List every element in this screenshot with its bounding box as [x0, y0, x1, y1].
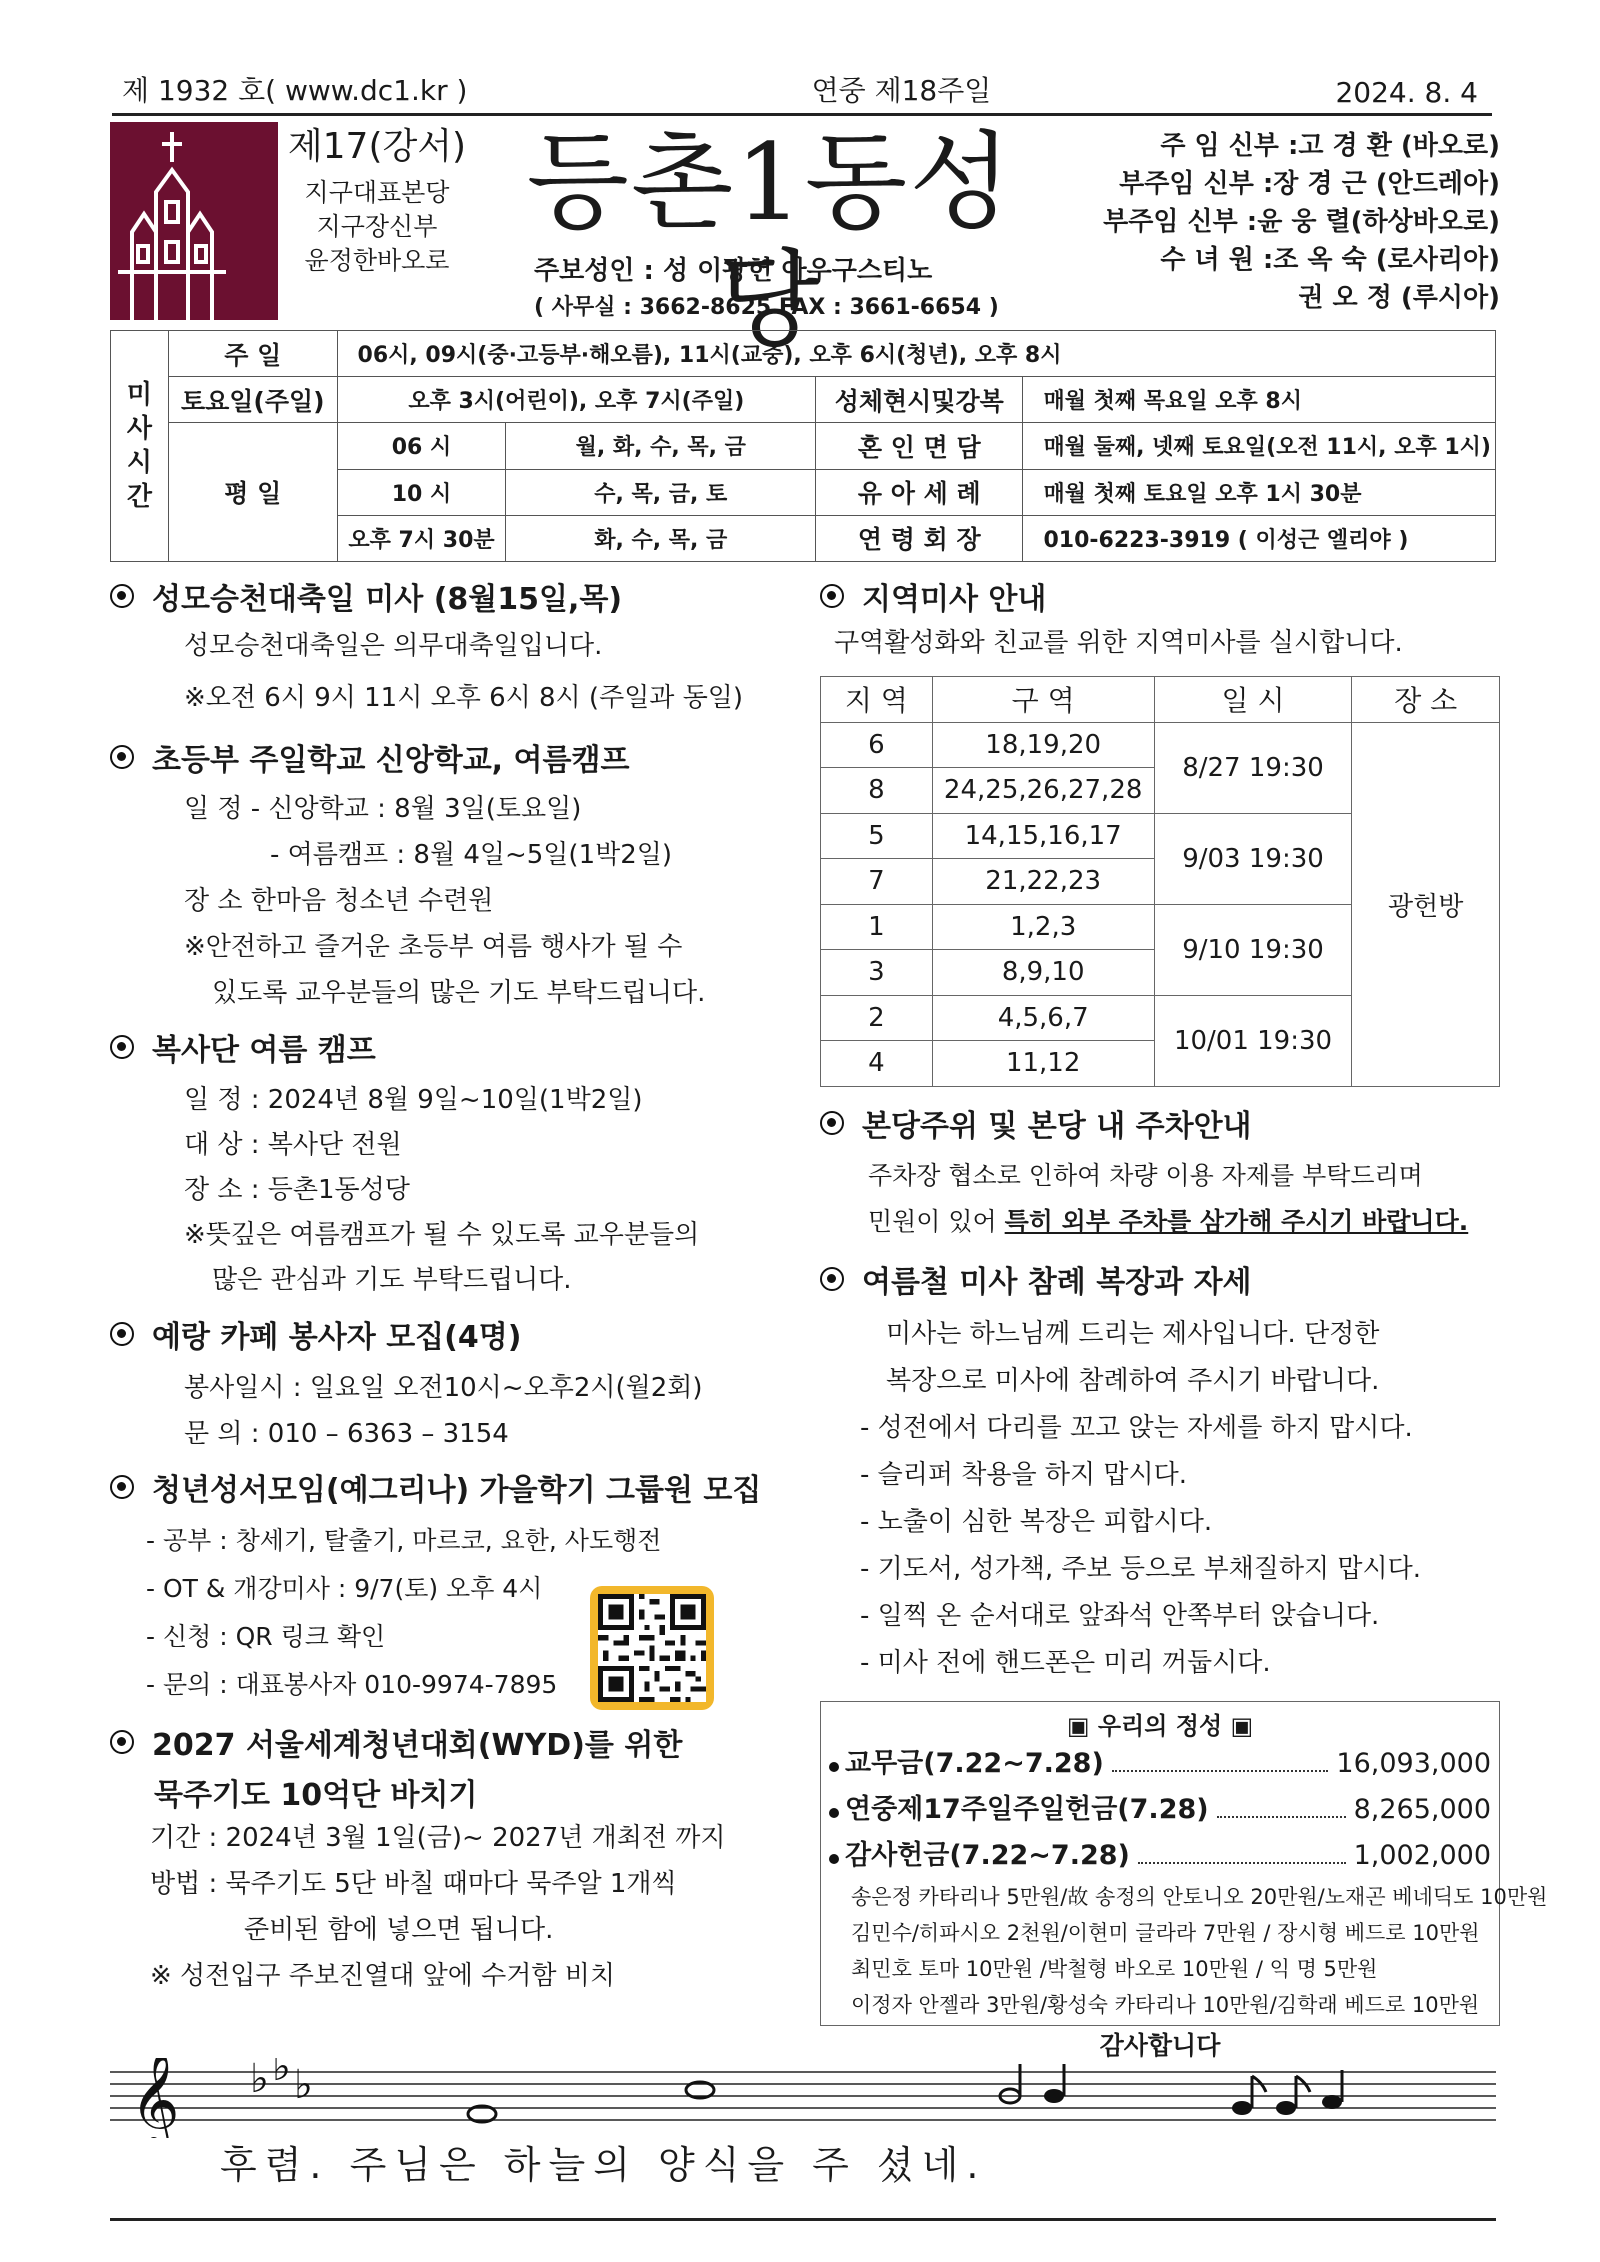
section-line: ※뜻깊은 여름캠프가 될 수 있도록 교우분들의: [184, 1220, 700, 1250]
offering-title: ▣ 우리의 정성 ▣: [1066, 1711, 1254, 1740]
offering-row: 교무금(7.22~7.28) 16,093,000: [829, 1741, 1491, 1787]
region-number: 8: [821, 768, 933, 814]
region-blocks: 4,5,6,7: [932, 995, 1154, 1041]
list-item: - 일찍 온 순서대로 앞좌석 안쪽부터 앉습니다.: [860, 1600, 1380, 1631]
region-number: 1: [821, 904, 933, 950]
liturgical-week: 연중 제18주일: [811, 74, 992, 107]
info-value: 010-6223-3919 ( 이성근 엘리야 ): [1023, 515, 1496, 561]
section-title: 청년성서모임(예그리나) 가을학기 그룹원 모집: [110, 1457, 800, 1517]
bullet-dot-icon: [829, 1854, 839, 1864]
section-line: 많은 관심과 기도 부탁드립니다.: [212, 1265, 572, 1295]
bullet-icon: [110, 1475, 134, 1499]
region-blocks: 18,19,20: [932, 722, 1154, 768]
offering-box: [820, 1701, 1548, 2026]
info-label: 유 아 세 례: [816, 469, 1023, 515]
svg-text:♭: ♭: [272, 2058, 291, 2090]
mass-datetime: 8/27 19:30: [1154, 722, 1352, 813]
section-line: - 공부 : 창세기, 탈출기, 마르코, 요한, 사도행전: [146, 1526, 662, 1555]
section-title: 지역미사 안내: [820, 572, 1500, 620]
section-title: 2027 서울세계청년대회(WYD)를 위한: [110, 1715, 800, 1769]
adoration-value: 매월 첫째 목요일 오후 8시: [1023, 377, 1496, 423]
bullet-dot-icon: [829, 1808, 839, 1818]
bullet-icon: [820, 1111, 844, 1135]
mass-schedule-table: [110, 330, 1496, 562]
sunday-times: 06시, 09시(중·고등부·해오름), 11시(교중), 오후 6시(청년), 오후 8시: [337, 331, 1495, 377]
section-line: ※ 성전입구 주보진열대 앞에 수거함 비치: [150, 1961, 615, 1991]
info-label: 연 령 회 장: [816, 515, 1023, 561]
church-logo-icon: [110, 122, 278, 320]
clergy-row: 주 임 신부 : 고 경 환 (바오로): [1160, 130, 1500, 161]
district-number: 제17(강서): [287, 126, 467, 167]
section-line: 문 의 : 010 – 6363 – 3154: [184, 1419, 509, 1449]
weekday-days: 화, 수, 목, 금: [506, 515, 816, 561]
section-line: 있도록 교우분들의 많은 기도 부탁드립니다.: [212, 978, 706, 1008]
parking-emphasis: 특히 외부 주차를 삼가해 주시기 바랍니다.: [1004, 1206, 1469, 1236]
info-label: 혼 인 면 담: [816, 423, 1023, 469]
section-line: 성모승천대축일은 의무대축일입니다.: [184, 631, 603, 661]
svg-text:♭: ♭: [294, 2062, 313, 2108]
section-line: 장 소 : 등촌1동성당: [184, 1175, 410, 1205]
right-column: [820, 572, 1548, 2062]
qr-code-icon[interactable]: [590, 1586, 714, 1710]
bullet-icon: [110, 1730, 134, 1754]
column-header: 장 소: [1352, 677, 1500, 723]
list-item: - 미사 전에 핸드폰은 미리 꺼둡시다.: [860, 1647, 1271, 1678]
issue-date: 2024. 8. 4: [1335, 76, 1478, 109]
bullet-dot-icon: [829, 1762, 839, 1772]
region-number: 5: [821, 813, 933, 859]
region-blocks: 24,25,26,27,28: [932, 768, 1154, 814]
list-item: - 노출이 심한 복장은 피합시다.: [860, 1506, 1213, 1537]
section-line: 장 소 한마음 청소년 수련원: [184, 886, 494, 916]
clergy-row: 부주임 신부 : 장 경 근 (안드레아): [1119, 168, 1500, 199]
bullet-icon: [110, 1322, 134, 1346]
saturday-label: 토요일(주일): [168, 377, 337, 423]
section-line: ※오전 6시 9시 11시 오후 6시 8시 (주일과 동일): [184, 683, 744, 713]
section-title: 여름철 미사 참례 복장과 자세: [820, 1247, 1500, 1311]
bottom-divider: [110, 2218, 1496, 2221]
region-number: 2: [821, 995, 933, 1041]
list-item: - 기도서, 성가책, 주보 등으로 부채질하지 맙시다.: [860, 1553, 1421, 1584]
weekday-time: 오후 7시 30분: [337, 515, 506, 561]
mass-datetime: 9/10 19:30: [1154, 904, 1352, 995]
issue-line: [112, 76, 1492, 116]
section-line: 대 상 : 복사단 전원: [184, 1130, 402, 1160]
donor-line: 김민수/히파시오 2천원/이현미 글라라 7만원 / 장시형 베드로 10만원: [851, 1920, 1480, 1945]
weekday-days: 월, 화, 수, 목, 금: [506, 423, 816, 469]
section-line: - 여름캠프 : 8월 4일~5일(1박2일): [270, 840, 673, 870]
sunday-label: 주 일: [168, 331, 337, 377]
info-value: 매월 첫째 토요일 오후 1시 30분: [1023, 469, 1496, 515]
info-value: 매월 둘째, 넷째 토요일(오전 11시, 오후 1시): [1023, 423, 1496, 469]
donor-line: 송은정 카타리나 5만원/故 송정의 안토니오 20만원/노재곤 베네딕도 10만원: [851, 1884, 1548, 1909]
mass-datetime: 9/03 19:30: [1154, 813, 1352, 904]
region-mass-table: [820, 676, 1500, 1087]
section-line: - OT & 개강미사 : 9/7(토) 오후 4시: [146, 1574, 543, 1603]
section-line: 준비된 함에 넣으면 됩니다.: [244, 1915, 554, 1945]
district-line-1: 지구대표본당: [304, 178, 450, 207]
list-item: - 슬리퍼 착용을 하지 맙시다.: [860, 1459, 1187, 1490]
list-item: - 성전에서 다리를 꼬고 앉는 자세를 하지 맙시다.: [860, 1412, 1413, 1443]
section-line: 민원이 있어 특히 외부 주차를 삼가해 주시기 바랍니다.: [868, 1206, 1469, 1236]
column-header: 지 역: [821, 677, 933, 723]
office-contact: ( 사무실 : 3662-8625 FAX : 3661-6654 ): [534, 295, 999, 320]
section-line: 복장으로 미사에 참례하여 주시기 바랍니다.: [886, 1365, 1380, 1396]
section-line: 방법 : 묵주기도 5단 바칠 때마다 묵주알 1개씩: [150, 1869, 677, 1899]
donor-line: 이정자 안젤라 3만원/황성숙 카타리나 10만원/김학래 베드로 10만원: [851, 1992, 1480, 2017]
weekday-time: 10 시: [337, 469, 506, 515]
bullet-icon: [110, 584, 134, 608]
patron-saint: 주보성인 : 성 이광헌 아우구스티노: [534, 256, 933, 286]
section-line: 일 정 - 신앙학교 : 8월 3일(토요일): [184, 794, 582, 824]
district-line-2: 지구장신부: [316, 212, 438, 241]
section-title-continued: 묵주기도 10억단 바치기: [154, 1778, 478, 1813]
bullet-icon: [110, 745, 134, 769]
region-blocks: 11,12: [932, 1041, 1154, 1087]
section-line: - 문의 : 대표봉사자 010-9974-7895: [146, 1670, 558, 1699]
section-line: 봉사일시 : 일요일 오전10시~오후2시(월2회): [184, 1373, 703, 1403]
mass-datetime: 10/01 19:30: [1154, 995, 1352, 1086]
section-line: - 신청 : QR 링크 확인: [146, 1622, 386, 1651]
clergy-list: [1060, 124, 1500, 314]
saturday-times: 오후 3시(어린이), 오후 7시(주일): [337, 377, 815, 423]
donor-line: 최민호 토마 10만원 /박철형 바오로 10만원 / 익 명 5만원: [851, 1956, 1378, 1981]
issue-number: 제 1932 호( www.dc1.kr ): [122, 74, 468, 107]
region-number: 3: [821, 950, 933, 996]
region-number: 6: [821, 722, 933, 768]
section-title: 본당주위 및 본당 내 주차안내: [820, 1093, 1500, 1153]
clergy-row: 부주임 신부 : 윤 웅 렬(하상바오로): [1103, 206, 1500, 237]
column-header: 구 역: [932, 677, 1154, 723]
section-line: 주차장 협소로 인하여 차량 이용 자제를 부탁드리며: [868, 1160, 1423, 1190]
clergy-row: 권 오 정 (루시아): [1298, 282, 1500, 313]
svg-text:𝄞: 𝄞: [130, 2058, 180, 2138]
section-line: 미사는 하느님께 드리는 제사입니다. 단정한: [886, 1318, 1380, 1349]
adoration-label: 성체현시및강복: [816, 377, 1023, 423]
clergy-row: 수 녀 원 : 조 옥 숙 (로사리아): [1160, 244, 1500, 275]
left-column: [110, 572, 800, 1999]
region-number: 7: [821, 859, 933, 905]
offering-row: 감사헌금(7.22~7.28) 1,002,000: [829, 1833, 1491, 1879]
bullet-icon: [820, 1267, 844, 1291]
bullet-icon: [110, 1035, 134, 1059]
section-title: 초등부 주일학교 신앙학교, 여름캠프: [110, 728, 800, 786]
region-blocks: 21,22,23: [932, 859, 1154, 905]
column-header: 일 시: [1154, 677, 1352, 723]
weekday-label: 평 일: [168, 423, 337, 562]
weekday-days: 수, 목, 금, 토: [506, 469, 816, 515]
district-info: [282, 124, 472, 278]
section-title: 예랑 카페 봉사자 모집(4명): [110, 1303, 800, 1365]
music-notation-icon: [110, 2058, 1496, 2138]
section-line: 일 정 : 2024년 8월 9일~10일(1박2일): [184, 1085, 643, 1115]
offering-row: 연중제17주일주일헌금(7.28) 8,265,000: [829, 1787, 1491, 1833]
thanks-text: 감사합니다: [1099, 2030, 1221, 2060]
mass-times-label: 미 사 시 간: [111, 331, 169, 562]
region-blocks: 14,15,16,17: [932, 813, 1154, 859]
parish-title: 등촌1동성당: [526, 121, 1014, 362]
hymn-lyrics: 후렴. 주님은 하늘의 양식을 주 셨네.: [220, 2143, 987, 2187]
region-blocks: 1,2,3: [932, 904, 1154, 950]
district-line-3: 윤정한바오로: [304, 246, 450, 275]
bullet-icon: [820, 584, 844, 608]
region-blocks: 8,9,10: [932, 950, 1154, 996]
svg-text:♭: ♭: [250, 2058, 269, 2102]
mass-place: 광헌방: [1352, 722, 1500, 1086]
region-number: 4: [821, 1041, 933, 1087]
section-line: ※안전하고 즐거운 초등부 여름 행사가 될 수: [184, 932, 683, 962]
weekday-time: 06 시: [337, 423, 506, 469]
section-line: 기간 : 2024년 3월 1일(금)~ 2027년 개최전 까지: [150, 1823, 726, 1853]
section-title: 성모승천대축일 미사 (8월15일,목): [110, 572, 800, 620]
section-title: 복사단 여름 캠프: [110, 1016, 800, 1078]
section-line: 구역활성화와 친교를 위한 지역미사를 실시합니다.: [834, 628, 1403, 658]
